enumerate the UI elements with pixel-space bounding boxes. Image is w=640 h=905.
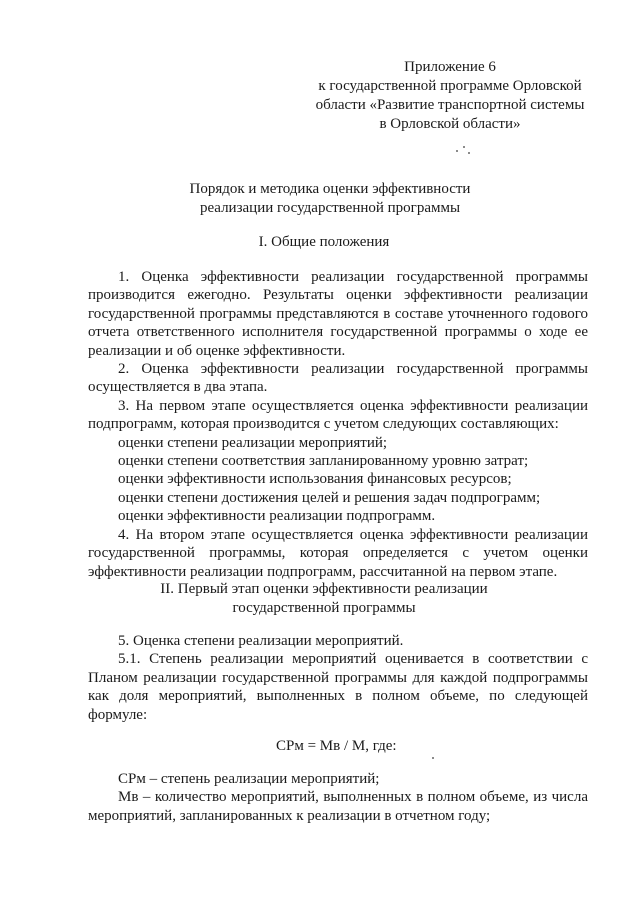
section-heading-text: I. Общие положения — [258, 234, 390, 250]
appendix-number: Приложение 6 — [404, 59, 496, 75]
paragraph: 2. Оценка эффективности реализации государственной программы осуществляется в два этапа. — [88, 361, 588, 396]
list-item: оценки эффективности реализации подпрограмм. — [118, 508, 436, 525]
scan-speck — [468, 152, 470, 154]
definitions — [88, 770, 588, 825]
appendix-line: к государственной программе Орловской — [318, 78, 582, 94]
appendix-header — [300, 58, 600, 134]
paragraph: 1. Оценка эффективности реализации государственной программы производится ежегодно. Результаты оценки эффективности реализации государственной программы представляются в составе уточненного годового отчета ответственного исполнителя государственной программы о ходе ее реализации и об оценке эффективности. — [88, 269, 588, 359]
section-heading — [60, 580, 588, 618]
list-item: оценки степени достижения целей и решения задач подпрограмм; — [118, 489, 541, 506]
scan-speck — [456, 150, 458, 152]
appendix-line: области «Развитие транспортной системы — [315, 97, 585, 113]
document-title — [140, 180, 520, 218]
list-item: оценки эффективности использования финансовых ресурсов; — [118, 471, 512, 488]
list-item: оценки степени соответствия запланированному уровню затрат; — [118, 453, 529, 470]
list-item: оценки степени реализации мероприятий; — [118, 434, 388, 451]
definition: Мв – количество мероприятий, выполненных в полном объеме, из числа мероприятий, запланированных к реализации в отчетном году; — [88, 789, 588, 824]
formula: СРм = Мв / М, где: — [276, 738, 397, 754]
scan-speck — [463, 146, 465, 148]
paragraph: 4. На втором этапе осуществляется оценка эффективности реализации государственной программы, которая определяется с учетом оценки эффективности реализации подпрограмм, рассчитанной на первом этапе. — [88, 526, 588, 580]
section-heading — [60, 233, 588, 252]
section2-body — [88, 632, 588, 724]
definition: СРм – степень реализации мероприятий; — [118, 771, 380, 787]
paragraph: 3. На первом этапе осуществляется оценка эффективности реализации подпрограмм, которая производится с учетом следующих составляющих: — [88, 397, 588, 433]
paragraph: 5. Оценка степени реализации мероприятий. — [118, 633, 404, 649]
paragraph: 5.1. Степень реализации мероприятий оценивается в соответствии с Планом реализации государственной программы для каждой подпрограммы как доля мероприятий, выполненных в полном объеме, по следующей формуле: — [88, 651, 588, 723]
section1-body — [88, 268, 588, 581]
appendix-line: в Орловской области» — [379, 116, 521, 132]
title-line: реализации государственной программы — [199, 200, 461, 216]
title-line: Порядок и методика оценки эффективности — [189, 181, 471, 197]
section-heading-text: II. Первый этап оценки эффективности реализации — [160, 581, 488, 597]
section-heading-text: государственной программы — [232, 600, 416, 616]
scan-speck — [432, 757, 434, 759]
